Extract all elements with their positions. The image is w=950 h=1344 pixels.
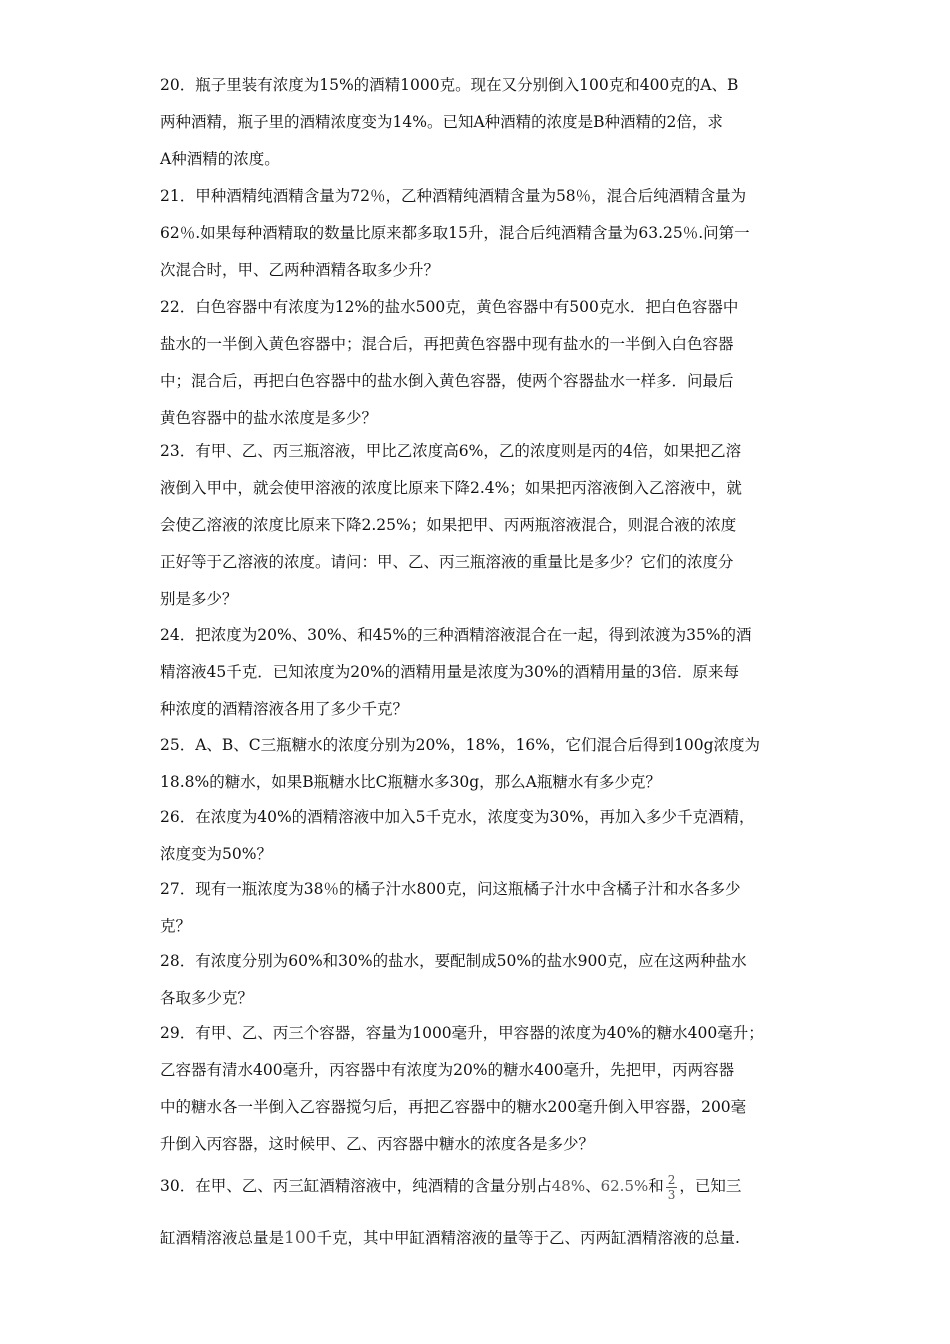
text-line: 种浓度的酒精溶液各用了多少千克？	[160, 700, 409, 718]
question-20	[160, 67, 790, 178]
text-line: 精溶液45千克．已知浓度为20%的酒精用量是浓度为30%的酒精用量的3倍．原来每	[160, 663, 739, 681]
text-line: 29．有甲、乙、丙三个容器，容量为1000毫升，甲容器的浓度为40%的糖水400毫升；	[160, 1024, 764, 1042]
question-22	[160, 289, 790, 437]
question-28	[160, 943, 790, 1017]
q30-prefix: 30．在甲、乙、丙三缸酒精溶液中，纯酒精的含量分别占	[160, 1177, 552, 1195]
text-line: 62％.如果每种酒精取的数量比原来都多取15升，混合后纯酒精含量为63.25％.问第一	[160, 224, 750, 242]
frac-denominator: 3	[667, 1187, 676, 1202]
text-line: 中；混合后，再把白色容器中的盐水倒入黄色容器，使两个容器盐水一样多．问最后	[160, 372, 734, 390]
text-line: 22．白色容器中有浓度为12%的盐水500克，黄色容器中有500克水．把白色容器中	[160, 298, 739, 316]
text-line	[160, 1218, 790, 1255]
text-line: 正好等于乙溶液的浓度。请问：甲、乙、丙三瓶溶液的重量比是多少？它们的浓度分	[160, 553, 734, 571]
text-line: 28．有浓度分别为60%和30%的盐水，要配制成50%的盐水900克，应在这两种盐水	[160, 952, 747, 970]
text-line: 24．把浓度为20%、30%、和45%的三种酒精溶液混合在一起，得到浓渡为35%的酒	[160, 626, 752, 644]
text-line: 27．现有一瓶浓度为38％的橘子汁水800克，问这瓶橘子汁水中含橘子汁和水各多少	[160, 880, 741, 898]
sep: 和	[648, 1177, 664, 1195]
pct-48: 48%	[551, 1177, 586, 1195]
total-100: 100	[284, 1228, 317, 1248]
question-26	[160, 799, 790, 873]
question-29	[160, 1015, 790, 1163]
text-line: 21．甲种酒精纯酒精含量为72％，乙种酒精纯酒精含量为58％，混合后纯酒精含量为	[160, 187, 747, 205]
text-line: 升倒入丙容器，这时候甲、乙、丙容器中糖水的浓度各是多少？	[160, 1135, 595, 1153]
text-line: 中的糖水各一半倒入乙容器搅匀后，再把乙容器中的糖水200毫升倒入甲容器，200毫	[160, 1098, 747, 1116]
question-27	[160, 871, 790, 945]
question-24	[160, 617, 790, 728]
text-line: 26．在浓度为40%的酒精溶液中加入5千克水，浓度变为30%，再加入多少千克酒精，	[160, 808, 755, 826]
fraction-two-thirds	[666, 1173, 678, 1202]
text-line: 液倒入甲中，就会使甲溶液的浓度比原来下降2.4%；如果把丙溶液倒入乙溶液中，就	[160, 479, 742, 497]
text-line: 25．A、B、C三瓶糖水的浓度分别为20%，18%，16%，它们混合后得到100g浓度为	[160, 736, 761, 754]
frac-numerator: 2	[667, 1172, 676, 1187]
text-line: 20．瓶子里装有浓度为15%的酒精1000克。现在又分别倒入100克和400克的A、B	[160, 76, 739, 94]
text-line: 次混合时，甲、乙两种酒精各取多少升？	[160, 261, 440, 279]
text-line: 黄色容器中的盐水浓度是多少？	[160, 409, 378, 427]
question-21	[160, 178, 790, 289]
text-line: 会使乙溶液的浓度比原来下降2.25%；如果把甲、丙两瓶溶液混合，则混合液的浓度	[160, 516, 737, 534]
question-25	[160, 727, 790, 801]
text-line: 两种酒精，瓶子里的酒精浓度变为14%。已知A种酒精的浓度是B种酒精的2倍，求	[160, 113, 723, 131]
text-line: 18.8%的糖水，如果B瓶糖水比C瓶糖水多30g，那么A瓶糖水有多少克？	[160, 773, 661, 791]
text-line: 各取多少克？	[160, 989, 254, 1007]
text-line: 乙容器有清水400毫升，丙容器中有浓度为20%的糖水400毫升，先把甲，丙两容器	[160, 1061, 735, 1079]
q30-suffix: ，已知三	[679, 1177, 742, 1195]
pct-62-5: 62.5%	[600, 1177, 649, 1195]
text-line	[160, 1166, 790, 1212]
text-line: A种酒精的浓度。	[160, 150, 280, 168]
text-line: 23．有甲、乙、丙三瓶溶液，甲比乙浓度高6%，乙的浓度则是丙的4倍，如果把乙溶	[160, 442, 742, 460]
question-23	[160, 433, 790, 618]
sep: 、	[585, 1177, 601, 1195]
text-line: 别是多少？	[160, 590, 238, 608]
text-line: 盐水的一半倒入黄色容器中；混合后，再把黄色容器中现有盐水的一半倒入白色容器	[160, 335, 734, 353]
text-line: 浓度变为50%？	[160, 845, 272, 863]
question-30	[160, 1166, 790, 1255]
q30-line2-prefix: 缸酒精溶液总量是	[160, 1229, 285, 1247]
text-line: 克？	[160, 917, 192, 935]
q30-line2-suffix: 千克，其中甲缸酒精溶液的量等于乙、丙两缸酒精溶液的总量.	[316, 1229, 740, 1247]
